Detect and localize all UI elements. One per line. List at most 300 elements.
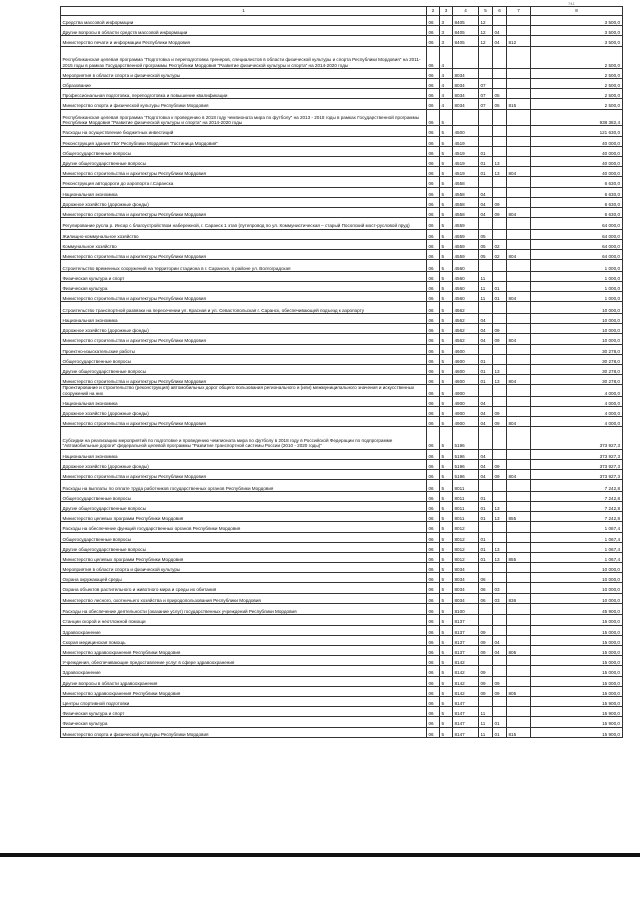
row-code-cell (507, 407, 531, 417)
row-code-cell: 4558 (453, 177, 479, 187)
row-code-cell: 8034 (453, 78, 479, 88)
row-code-cell: 06 (427, 250, 440, 260)
row-code-cell (507, 324, 531, 334)
row-code-cell: 5 (440, 136, 453, 146)
row-code-cell: 06 (427, 324, 440, 334)
table-row (61, 676, 623, 686)
row-code-cell (493, 563, 507, 573)
row-code-cell (493, 603, 507, 615)
row-code-cell (507, 260, 531, 272)
row-amount-cell: 30 278,0 (531, 375, 623, 385)
row-code-cell: 06 (427, 344, 440, 354)
row-code-cell: 5 (440, 635, 453, 645)
row-code-cell: 5 (440, 302, 453, 314)
row-code-cell: 06 (427, 68, 440, 78)
row-code-cell: 06 (427, 676, 440, 686)
row-amount-cell: 30 278,0 (531, 344, 623, 354)
row-code-cell: 01 (493, 727, 507, 737)
row-code-cell: 4562 (453, 313, 479, 323)
header-cell: 4 (453, 7, 479, 16)
row-amount-cell: 1 000,0 (531, 260, 623, 272)
row-code-cell: 02 (493, 250, 507, 260)
row-code-cell: 01 (479, 364, 493, 374)
row-amount-cell: 121 630,0 (531, 126, 623, 136)
row-code-cell (479, 218, 493, 230)
row-code-cell (507, 239, 531, 249)
table-row (61, 250, 623, 260)
row-label-cell: Министерство строительства и архитектуры Республики Мордовия (61, 250, 427, 260)
row-amount-cell: 1 067,4 (531, 542, 623, 552)
row-code-cell: 06 (427, 229, 440, 239)
table-row (61, 459, 623, 469)
row-code-cell: 5 (440, 177, 453, 187)
table-row (61, 89, 623, 99)
row-code-cell: 8137 (453, 646, 479, 656)
row-label-cell: Средства массовой информации (61, 16, 427, 26)
row-label-cell: Охрана объектов растительного и животного мира и среды их обитания (61, 583, 427, 593)
row-code-cell: 06 (427, 583, 440, 593)
row-code-cell: 06 (427, 218, 440, 230)
row-amount-cell: 64 000,0 (531, 229, 623, 239)
table-row (61, 407, 623, 417)
row-amount-cell: 10 000,0 (531, 334, 623, 344)
row-amount-cell: 40 000,0 (531, 136, 623, 146)
row-amount-cell: 10 000,0 (531, 593, 623, 603)
row-code-cell: 06 (479, 583, 493, 593)
row-label-cell: Мероприятия в области спорта и физической культуры (61, 563, 427, 573)
row-code-cell: 06 (427, 78, 440, 88)
row-amount-cell: 1 000,0 (531, 271, 623, 281)
row-code-cell: 05 (479, 229, 493, 239)
row-label-cell: Расходы на осуществление бюджетных инвестиций (61, 126, 427, 136)
row-code-cell: 5 (440, 563, 453, 573)
row-code-cell: 8147 (453, 707, 479, 717)
row-code-cell: 8012 (453, 542, 479, 552)
table-row (61, 615, 623, 625)
row-code-cell: 13 (493, 512, 507, 522)
row-code-cell: 4 (440, 89, 453, 99)
row-code-cell: 06 (427, 717, 440, 727)
row-code-cell: 04 (479, 417, 493, 427)
row-code-cell (507, 156, 531, 166)
row-code-cell: 04 (479, 187, 493, 197)
table-row (61, 156, 623, 166)
row-code-cell: 5 (440, 167, 453, 177)
row-code-cell: 09 (479, 676, 493, 686)
row-code-cell: 5 (440, 480, 453, 492)
row-label-cell: Субсидии на реализацию мероприятий по подготовке и проведению чемпионата мира по футболу в 2018 году в Российской Федерации по подпрограмме "Автомобильные дороги" федеральной целевой программы "Развитие транспортной системы России (2010 - 2020 годы)" (61, 427, 427, 449)
row-amount-cell: 15 000,0 (531, 625, 623, 635)
table-row (61, 396, 623, 406)
row-code-cell: 5196 (453, 449, 479, 459)
row-code-cell (493, 177, 507, 187)
row-code-cell: 4 (440, 78, 453, 88)
row-code-cell: 01 (479, 552, 493, 562)
table-row (61, 417, 623, 427)
row-code-cell: 8011 (453, 501, 479, 511)
table-row (61, 78, 623, 88)
row-code-cell: 8142 (453, 686, 479, 696)
row-amount-cell: 373 927,3 (531, 449, 623, 459)
row-code-cell: 06 (427, 146, 440, 156)
row-code-cell: 5196 (453, 459, 479, 469)
row-code-cell: 06 (427, 686, 440, 696)
row-code-cell: 4900 (453, 396, 479, 406)
budget-table (60, 6, 623, 738)
row-code-cell: 8100 (453, 603, 479, 615)
row-code-cell (479, 480, 493, 492)
row-code-cell: 06 (427, 646, 440, 656)
table-row (61, 532, 623, 542)
row-code-cell (479, 126, 493, 136)
row-code-cell: 06 (427, 532, 440, 542)
row-code-cell: 06 (427, 292, 440, 302)
row-code-cell: 06 (427, 260, 440, 272)
row-amount-cell: 15 000,0 (531, 666, 623, 676)
row-code-cell (493, 271, 507, 281)
row-code-cell: 5 (440, 491, 453, 501)
row-label-cell: Министерство здравоохранения Республики Мордовия (61, 686, 427, 696)
row-code-cell: 09 (493, 470, 507, 480)
row-label-cell: Министерство строительства и архитектуры Республики Мордовия (61, 207, 427, 217)
row-code-cell: 01 (479, 354, 493, 364)
row-label-cell: Расходы на обеспечение функций государственных органов Республики Мордовия (61, 522, 427, 532)
row-code-cell: 06 (427, 501, 440, 511)
row-code-cell: 06 (427, 459, 440, 469)
row-code-cell: 5 (440, 583, 453, 593)
row-code-cell: 06 (427, 522, 440, 532)
row-code-cell: 04 (493, 26, 507, 36)
row-label-cell: Проектирование и строительство (реконструкция) автомобильных дорог общего пользования регионального и (или) межмуниципального значения и искусственных сооружений на них (61, 385, 427, 397)
header-cell: 1 (61, 7, 427, 16)
row-code-cell: 5 (440, 250, 453, 260)
row-code-cell (507, 635, 531, 645)
row-code-cell (479, 136, 493, 146)
row-code-cell: 06 (427, 126, 440, 136)
row-code-cell: 06 (427, 707, 440, 717)
row-code-cell: 06 (427, 603, 440, 615)
row-code-cell: 8034 (453, 99, 479, 109)
row-amount-cell: 15 000,0 (531, 686, 623, 696)
row-code-cell: 8034 (453, 593, 479, 603)
row-code-cell: 4600 (453, 354, 479, 364)
row-code-cell: 13 (493, 501, 507, 511)
row-amount-cell: 15 000,0 (531, 676, 623, 686)
table-row (61, 218, 623, 230)
row-code-cell: 4519 (453, 146, 479, 156)
row-code-cell (507, 344, 531, 354)
row-code-cell: 06 (427, 625, 440, 635)
row-code-cell (479, 302, 493, 314)
row-code-cell: 13 (493, 156, 507, 166)
row-code-cell (507, 532, 531, 542)
row-code-cell (507, 197, 531, 207)
table-row (61, 364, 623, 374)
row-code-cell (507, 449, 531, 459)
row-code-cell: 06 (427, 635, 440, 645)
row-amount-cell: 10 000,0 (531, 573, 623, 583)
row-amount-cell: 15 000,0 (531, 635, 623, 645)
row-code-cell: 8142 (453, 656, 479, 666)
row-code-cell: 06 (427, 364, 440, 374)
row-code-cell: 06 (427, 302, 440, 314)
row-code-cell (493, 385, 507, 397)
table-row (61, 126, 623, 136)
row-label-cell: Учреждения, обеспечивающие предоставление услуг в сфере здравоохранения (61, 656, 427, 666)
row-code-cell (507, 109, 531, 126)
row-label-cell: Дорожное хозяйство (дорожные фонды) (61, 324, 427, 334)
row-code-cell: 11 (479, 292, 493, 302)
row-label-cell: Другие вопросы в области средств массовой информации (61, 26, 427, 36)
row-amount-cell: 30 278,0 (531, 364, 623, 374)
row-code-cell: 06 (427, 480, 440, 492)
row-code-cell: 06 (427, 407, 440, 417)
row-code-cell: 09 (493, 407, 507, 417)
row-code-cell (493, 532, 507, 542)
row-code-cell (493, 615, 507, 625)
row-code-cell: 4559 (453, 250, 479, 260)
row-label-cell: Физическая культура (61, 282, 427, 292)
row-code-cell: 5 (440, 512, 453, 522)
row-code-cell: 06 (427, 46, 440, 68)
row-code-cell (453, 46, 479, 68)
row-label-cell: Здравоохранение (61, 666, 427, 676)
row-code-cell: 5 (440, 344, 453, 354)
row-code-cell: 04 (493, 635, 507, 645)
budget-table-sheet (60, 6, 622, 738)
row-code-cell (507, 615, 531, 625)
header-cell: 7 (507, 7, 531, 16)
row-code-cell: 01 (479, 532, 493, 542)
row-code-cell: 06 (427, 491, 440, 501)
row-amount-cell: 64 000,0 (531, 250, 623, 260)
row-code-cell: 06 (427, 177, 440, 187)
page-mark: 741 (568, 1, 575, 6)
row-code-cell: 06 (427, 470, 440, 480)
row-code-cell (507, 396, 531, 406)
row-code-cell (493, 573, 507, 583)
row-label-cell: Общегосударственные вопросы (61, 354, 427, 364)
row-code-cell: 8012 (453, 532, 479, 542)
table-row (61, 717, 623, 727)
row-code-cell: 12 (479, 16, 493, 26)
table-row (61, 686, 623, 696)
row-code-cell (507, 136, 531, 146)
row-code-cell: 01 (479, 156, 493, 166)
row-code-cell: 09 (493, 197, 507, 207)
row-amount-cell: 15 000,0 (531, 615, 623, 625)
table-row (61, 292, 623, 302)
row-code-cell (493, 218, 507, 230)
row-code-cell (479, 109, 493, 126)
row-code-cell: 06 (427, 36, 440, 46)
row-label-cell: Министерство здравоохранения Республики Мордовия (61, 646, 427, 656)
table-row (61, 491, 623, 501)
row-code-cell: 5 (440, 334, 453, 344)
row-code-cell: 01 (479, 167, 493, 177)
row-code-cell: 4558 (453, 197, 479, 207)
row-code-cell: 8137 (453, 625, 479, 635)
row-code-cell (493, 480, 507, 492)
row-amount-cell: 1 000,0 (531, 292, 623, 302)
table-row (61, 239, 623, 249)
row-code-cell: 8011 (453, 480, 479, 492)
row-code-cell: 04 (493, 646, 507, 656)
row-code-cell: 5 (440, 696, 453, 706)
row-code-cell: 09 (493, 207, 507, 217)
table-row (61, 187, 623, 197)
row-code-cell: 06 (427, 542, 440, 552)
header-cell: 6 (493, 7, 507, 16)
row-code-cell: 5 (440, 501, 453, 511)
row-label-cell: Министерство целевых программ Республики Мордовия (61, 552, 427, 562)
row-label-cell: Министерство строительства и архитектуры Республики Мордовия (61, 334, 427, 344)
row-amount-cell: 40 000,0 (531, 167, 623, 177)
table-row (61, 260, 623, 272)
row-label-cell: Министерство лесного, охотничьего хозяйства и природопользования Республики Мордовия (61, 593, 427, 603)
row-code-cell: 06 (427, 99, 440, 109)
row-code-cell: 804 (507, 470, 531, 480)
row-label-cell: Национальная экономика (61, 187, 427, 197)
row-code-cell: 5 (440, 427, 453, 449)
row-label-cell: Физическая культура и спорт (61, 271, 427, 281)
row-code-cell: 06 (427, 89, 440, 99)
table-row (61, 646, 623, 656)
row-code-cell (507, 26, 531, 36)
row-label-cell: Министерство строительства и архитектуры Республики Мордовия (61, 470, 427, 480)
row-amount-cell: 30 278,0 (531, 354, 623, 364)
row-code-cell: 5 (440, 187, 453, 197)
row-code-cell (507, 78, 531, 88)
row-code-cell (493, 449, 507, 459)
row-code-cell: 8034 (453, 68, 479, 78)
row-code-cell: 06 (427, 187, 440, 197)
row-code-cell: 09 (479, 686, 493, 696)
row-code-cell (493, 260, 507, 272)
row-label-cell: Дорожное хозяйство (дорожные фонды) (61, 197, 427, 207)
row-code-cell (507, 46, 531, 68)
row-code-cell: 06 (427, 109, 440, 126)
row-code-cell: 5 (440, 260, 453, 272)
row-code-cell (507, 313, 531, 323)
row-amount-cell: 938 382,4 (531, 109, 623, 126)
row-code-cell: 5 (440, 146, 453, 156)
row-code-cell (493, 427, 507, 449)
row-code-cell (479, 522, 493, 532)
row-code-cell: 5196 (453, 427, 479, 449)
row-code-cell: 13 (493, 542, 507, 552)
row-amount-cell: 7 242,8 (531, 491, 623, 501)
row-code-cell: 03 (493, 583, 507, 593)
row-label-cell: Здравоохранение (61, 625, 427, 635)
row-code-cell: 09 (479, 625, 493, 635)
row-code-cell: 09 (479, 666, 493, 676)
row-code-cell (493, 302, 507, 314)
row-code-cell: 3 (440, 26, 453, 36)
row-code-cell: 8012 (453, 522, 479, 532)
row-code-cell: 5 (440, 593, 453, 603)
row-amount-cell: 10 000,0 (531, 313, 623, 323)
row-amount-cell: 15 900,0 (531, 696, 623, 706)
row-label-cell: Физическая культура и спорт (61, 707, 427, 717)
row-code-cell: 5 (440, 603, 453, 615)
row-code-cell: 09 (493, 676, 507, 686)
row-code-cell: 04 (479, 313, 493, 323)
row-code-cell: 8034 (453, 563, 479, 573)
row-code-cell: 07 (479, 78, 493, 88)
row-code-cell: 4600 (453, 344, 479, 354)
row-code-cell (507, 583, 531, 593)
row-code-cell: 8012 (453, 552, 479, 562)
row-code-cell: 5 (440, 385, 453, 397)
table-row (61, 302, 623, 314)
row-label-cell: Строительство временных сооружений на территории стадиона в г. Саранске, в районе ул. Волгоградская (61, 260, 427, 272)
row-code-cell: 4560 (453, 292, 479, 302)
row-amount-cell: 40 000,0 (531, 156, 623, 166)
row-label-cell: Профессиональная подготовка, переподготовка и повышение квалификации (61, 89, 427, 99)
row-code-cell (479, 696, 493, 706)
row-code-cell: 11 (479, 727, 493, 737)
row-code-cell (507, 656, 531, 666)
table-row (61, 146, 623, 156)
row-code-cell: 5 (440, 615, 453, 625)
header-cell: 2 (427, 7, 440, 16)
row-code-cell: 3 (440, 16, 453, 26)
row-code-cell: 8137 (453, 635, 479, 645)
row-code-cell: 09 (479, 646, 493, 656)
row-code-cell: 5 (440, 666, 453, 676)
row-amount-cell: 10 000,0 (531, 563, 623, 573)
row-code-cell: 4562 (453, 302, 479, 314)
row-code-cell (479, 615, 493, 625)
row-code-cell: 5 (440, 375, 453, 385)
row-code-cell: 4560 (453, 282, 479, 292)
table-row (61, 470, 623, 480)
header-cell: 5 (479, 7, 493, 16)
table-row (61, 707, 623, 717)
row-code-cell: 06 (427, 271, 440, 281)
row-code-cell: 06 (427, 354, 440, 364)
row-code-cell: 11 (479, 271, 493, 281)
row-code-cell: 5 (440, 197, 453, 207)
row-code-cell: 8137 (453, 615, 479, 625)
row-code-cell: 8147 (453, 696, 479, 706)
row-code-cell: 5 (440, 407, 453, 417)
row-code-cell: 8147 (453, 717, 479, 727)
row-code-cell: 06 (427, 282, 440, 292)
row-label-cell: Национальная экономика (61, 449, 427, 459)
row-code-cell (479, 603, 493, 615)
row-code-cell (507, 501, 531, 511)
row-label-cell: Коммунальное хозяйство (61, 239, 427, 249)
row-amount-cell: 6 630,0 (531, 177, 623, 187)
row-code-cell: 5 (440, 271, 453, 281)
row-code-cell: 5 (440, 646, 453, 656)
row-code-cell (507, 364, 531, 374)
row-code-cell: 4560 (453, 260, 479, 272)
header-cell: 3 (440, 7, 453, 16)
row-label-cell: Национальная экономика (61, 313, 427, 323)
row-code-cell (507, 427, 531, 449)
row-code-cell: 836 (507, 593, 531, 603)
row-code-cell: 5 (440, 542, 453, 552)
row-code-cell: 06 (427, 385, 440, 397)
row-code-cell (493, 109, 507, 126)
row-code-cell: 804 (507, 375, 531, 385)
row-code-cell: 01 (479, 512, 493, 522)
row-code-cell: 8011 (453, 491, 479, 501)
row-amount-cell: 1 067,4 (531, 552, 623, 562)
